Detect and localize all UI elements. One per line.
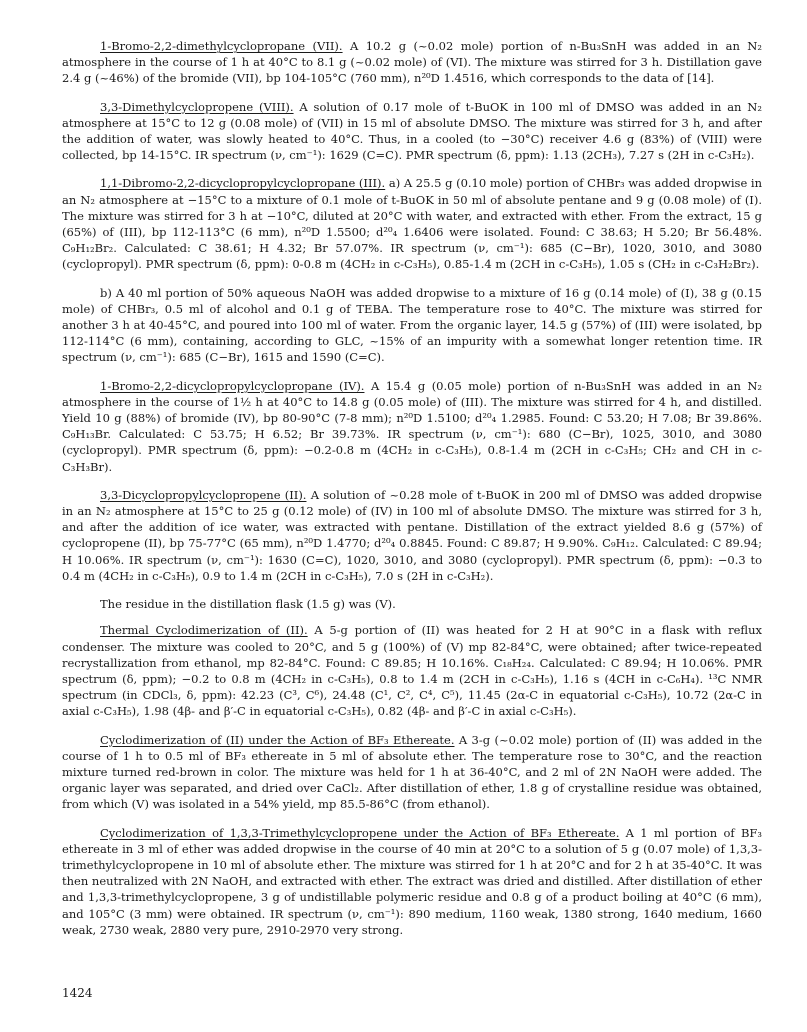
section-heading: Cyclodimerization of 1,3,3-Trimethylcyclopropene under the Action of BF₃ Ethereate. [100, 825, 620, 840]
paragraph-dibromo-dicyclopropylcyclopropane-b [62, 285, 762, 366]
paragraph-dibromo-dicyclopropylcyclopropane-a [62, 175, 762, 272]
paragraph-text: A 15.4 g (0.05 mole) portion of n-Bu₃SnH was added in an N₂ atmosphere in the course of 1½ h at 40°C to 14.8 g (0.05 mole) of (III). The mixture was stirred for 4 h, and distilled. Yield 10 g (88%) of bromide (IV), bp 80-90°C (7-8 mm); n²⁰D 1.5100; d²⁰₄ 1.2985. Found: C 53.20; H 7.08; Br 39.86%. C₉H₁₃Br. Calculated: C 53.75; H 6.52; Br 39.73%. IR spectrum (ν, cm⁻¹): 680 (C−Br), 1025, 3010, and 3080 (cyclopropyl). PMR spectrum (δ, ppm): −0.2-0.8 m (4CH₂ in c-C₃H₅), 0.8-1.4 m (2CH in c-C₃H₅; CH₂ and CH in c-C₃H₃Br). [62, 378, 763, 474]
paragraph-text: a) A 25.5 g (0.10 mole) portion of CHBr₃ was added dropwise in an N₂ atmosphere at −15°C to a mixture of 0.1 mole of t-BuOK in 50 ml of absolute pentane and 9 g (0.08 mole) of (I). The mixture was stirred for 3 h at −10°C, diluted at 20°C with water, and extracted with ether. From the extract, 15 g (65%) of (III), bp 112-113°C (6 mm), n²⁰D 1.5500; d²⁰₄ 1.6406 were isolated. Found: C 38.63; H 5.20; Br 56.48%. C₉H₁₂Br₂. Calculated: C 38.61; H 4.32; Br 57.07%. IR spectrum (ν, cm⁻¹): 685 (C−Br), 1020, 3010, and 3080 (cyclopropyl). PMR spectrum (δ, ppm): 0-0.8 m (4CH₂ in c-C₃H₅), 0.85-1.4 m (2CH in c-C₃H₅), 1.05 s (CH₂ in c-C₃H₂Br₂). [62, 176, 762, 272]
paragraph-bromo-dimethylcyclopropane [62, 38, 762, 87]
section-heading: Thermal Cyclodimerization of (II). [100, 623, 308, 638]
paragraph-text: The residue in the distillation flask (1.5 g) was (V). [100, 597, 396, 612]
paragraph-text: A solution of ~0.28 mole of t-BuOK in 200 ml of DMSO was added dropwise in an N₂ atmosphere at 15°C to 25 g (0.12 mole) of (IV) in 100 ml of absolute DMSO. The mixture was stirred for 3 h, and after the addition of ice water, was extracted with pentane. Distillation of the extract yielded 8.6 g (57%) of cyclopropene (II), bp 75-77°C (65 mm), n²⁰D 1.4770; d²⁰₄ 0.8845. Found: C 89.87; H 9.90%. C₉H₁₂. Calculated: C 89.94; H 10.06%. IR spectrum (ν, cm⁻¹): 1630 (C=C), 1020, 3010, and 3080 (cyclopropyl). PMR spectrum (δ, ppm): −0.3 to 0.4 m (4CH₂ in c-C₃H₅), 0.9 to 1.4 m (2CH in c-C₃H₅), 7.0 s (2H in c-C₃H₂). [62, 487, 762, 583]
document-body [62, 38, 762, 950]
paragraph-cyclodimerization-trimethylcyclopropene [62, 825, 762, 938]
section-heading: 3,3-Dimethylcyclopropene (VIII). [100, 99, 294, 114]
paragraph-residue [62, 596, 762, 612]
paragraph-text: A 5-g portion of (II) was heated for 2 H at 90°C in a flask with reflux condenser. The mixture was cooled to 20°C, and 5 g (100%) of (V) mp 82-84°C, were obtained; after twice-repeated recrystallization from ethanol, mp 82-84°C. Found: C 89.85; H 10.16%. C₁₈H₂₄. Calculated: C 89.94; H 10.06%. PMR spectrum (δ, ppm); −0.2 to 0.8 m (4CH₂ in c-C₃H₅), 0.8 to 1.4 m (2CH in c-C₃H₅), 1.16 s (4CH in c-C₆H₄). ¹³C NMR spectrum (in CDCl₃, δ, ppm): 42.23 (C³, C⁶), 24.48 (C¹, C², C⁴, C⁵), 11.45 (2α-C in equatorial c-C₃H₅), 10.72 (2α-C in axial c-C₃H₅), 1.98 (4β- and β′-C in equatorial c-C₃H₅), 0.82 (4β- and β′-C in axial c-C₃H₅). [62, 623, 762, 719]
paragraph-text: A 3-g (~0.02 mole) portion of (II) was added in the course of 1 h to 0.5 ml of BF₃ ethereate in 5 ml of absolute ether. The temperature rose to 30°C, and the reaction mixture turned red-brown in color. The mixture was held for 1 h at 36-40°C, and 2 ml of 2N NaOH were added. The organic layer was separated, and dried over CaCl₂. After distillation of ether, 1.8 g of crystalline residue was obtained, from which (V) was isolated in a 54% yield, mp 85.5-86°C (from ethanol). [62, 732, 762, 812]
section-heading: Cyclodimerization of (II) under the Action of BF₃ Ethereate. [100, 732, 455, 747]
paragraph-text: A solution of 0.17 mole of t-BuOK in 100 ml of DMSO was added in an N₂ atmosphere at 15°C to 12 g (0.08 mole) of (VII) in 15 ml of absolute DMSO. The mixture was stirred for 3 h, and after the addition of water, was slowly heated to 40°C. Thus, in a cooled (to −30°C) receiver 4.6 g (83%) of (VIII) were collected, bp 14-15°C. IR spectrum (ν, cm⁻¹): 1629 (C=C). PMR spectrum (δ, ppm): 1.13 (2CH₃), 7.27 s (2H in c-C₃H₂). [62, 99, 762, 163]
paragraph-text: A 10.2 g (~0.02 mole) portion of n-Bu₃SnH was added in an N₂ atmosphere in the course of 1 h at 40°C to 8.1 g (~0.02 mole) of (VI). The mixture was stirred for 3 h. Distillation gave 2.4 g (~46%) of the bromide (VII), bp 104-105°C (760 mm), n²⁰D 1.4516, which corresponds to the data of [14]. [62, 39, 762, 86]
section-heading: 1-Bromo-2,2-dicyclopropylcyclopropane (IV). [100, 378, 365, 393]
paragraph-dicyclopropylcyclopropene [62, 487, 762, 584]
paragraph-bromo-dicyclopropylcyclopropane [62, 378, 762, 475]
paragraph-cyclodimerization-bf3 [62, 732, 762, 813]
section-heading: 1-Bromo-2,2-dimethylcyclopropane (VII). [100, 39, 343, 53]
page-number: 1424 [62, 986, 93, 1000]
section-heading: 3,3-Dicyclopropylcyclopropene (II). [100, 487, 307, 502]
paragraph-text: A 1 ml portion of BF₃ ethereate in 3 ml of ether was added dropwise in the course of 40 min at 20°C to a solution of 5 g (0.07 mole) of 1,3,3-trimethylcyclopropene in 10 ml of absolute ether. The mixture was stirred for 1 h at 20°C and for 2 h at 35-40°C. It was then neutralized with 2N NaOH, and extracted with ether. The extract was dried and distilled. After distillation of ether and 1,3,3-trimethylcyclopropene, 3 g of undistillable polymeric residue and 0.8 g of a product boiling at 40°C (6 mm), and 105°C (3 mm) were obtained. IR spectrum (ν, cm⁻¹): 890 medium, 1160 weak, 1380 strong, 1640 medium, 1660 weak, 2730 weak, 2880 very pure, 2910-2970 very strong. [62, 825, 762, 937]
paragraph-dimethylcyclopropene [62, 99, 762, 164]
section-heading: 1,1-Dibromo-2,2-dicyclopropylcyclopropane (III). [100, 176, 386, 191]
paragraph-text: b) A 40 ml portion of 50% aqueous NaOH was added dropwise to a mixture of 16 g (0.14 mole) of (I), 38 g (0.15 mole) of CHBr₃, 0.5 ml of alcohol and 0.1 g of TEBA. The temperature rose to 40°C. The mixture was stirred for another 3 h at 40-45°C, and poured into 100 ml of water. From the organic layer, 14.5 g (57%) of (III) were isolated, bp 112-114°C (6 mm), containing, according to GLC, ~15% of an impurity with a somewhat longer retention time. IR spectrum (ν, cm⁻¹): 685 (C−Br), 1615 and 1590 (C=C). [62, 285, 762, 365]
paragraph-thermal-cyclodimerization [62, 622, 762, 719]
